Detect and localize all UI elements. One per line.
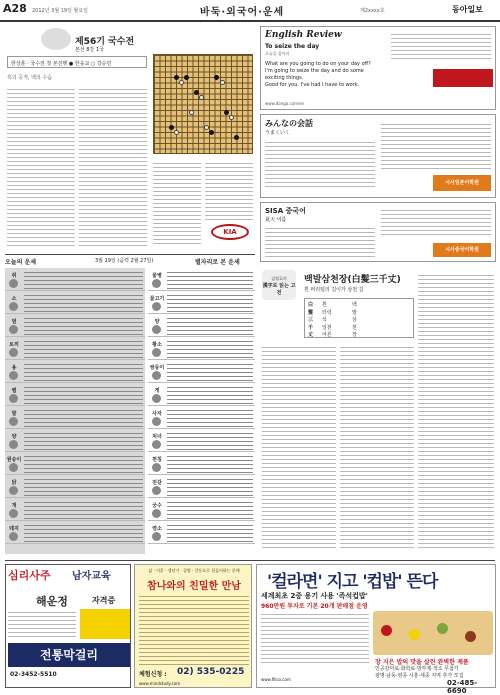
page-number: A28 <box>3 2 27 15</box>
glossary-cell: 白 <box>308 302 314 308</box>
english-footer: www.donga.com/en <box>265 101 305 106</box>
constellation-text <box>167 292 253 312</box>
white-stone <box>229 115 234 120</box>
glossary-row <box>308 331 412 338</box>
constellation-text <box>167 499 253 519</box>
constellation-icon <box>152 509 161 518</box>
white-stone <box>189 110 194 115</box>
chinese-box <box>260 202 496 262</box>
classics-meaning: 흰 머리털의 길이가 삼천 길 <box>304 287 364 293</box>
zodiac-animal-row <box>5 475 145 498</box>
black-stone <box>214 75 219 80</box>
white-stone <box>179 80 184 85</box>
glossary-cell: 석 <box>322 317 327 323</box>
glossary-cell: 三 <box>308 317 314 323</box>
zodiac-animal-text <box>24 361 143 381</box>
glossary-cell: 백 <box>352 302 357 308</box>
constellation-row <box>148 498 255 521</box>
zodiac-animal-row <box>5 268 145 291</box>
classics-idiom: 백발삼천장(白髮三千丈) <box>304 275 401 285</box>
white-stone <box>204 125 209 130</box>
zodiac-animal-row <box>5 314 145 337</box>
baduk-logo <box>41 28 71 50</box>
middle-ad-intro: 삶 · 이혼 · 갱년기 · 질병 · 갈등으로 힘들어하는 분께 <box>148 568 240 573</box>
section-title: 바둑·외국어·운세 <box>200 7 285 18</box>
constellation-icon <box>152 417 161 426</box>
constellation-row <box>148 337 255 360</box>
glossary-cell: 삼 <box>352 317 357 323</box>
page-header <box>0 0 500 22</box>
middle-ad-footer: www.mindstudy.com <box>139 681 181 686</box>
baduk-commentary-col2 <box>79 86 147 246</box>
constellation-label: 염소 <box>152 526 162 532</box>
constellation-icon <box>152 279 161 288</box>
zodiac-animal-label: 닭 <box>11 480 17 486</box>
zodiac-animal-label: 양 <box>11 434 17 440</box>
glossary-row <box>308 316 412 323</box>
chinese-notes <box>381 207 491 237</box>
constellation-icon <box>152 532 161 541</box>
japanese-title: みんなの会話 <box>265 119 313 128</box>
zodiac-animal-text <box>24 338 143 358</box>
left-ad-tag: 자격증 <box>92 596 116 605</box>
left-ad-line1: 심리사주 <box>8 569 51 582</box>
english-sponsor-ad <box>433 69 493 87</box>
horoscope-right-title: 별자리로 본 운세 <box>195 259 240 266</box>
food-cup-icon <box>381 625 392 636</box>
constellation-text <box>167 407 253 427</box>
zodiac-animal-icon <box>9 394 18 403</box>
middle-ad-phone: 02) 535-0225 <box>177 667 245 677</box>
chinese-subtitle: 夏天 여름 <box>265 217 287 223</box>
constellation-icon <box>152 486 161 495</box>
zodiac-animal-icon <box>9 463 18 472</box>
zodiac-animal-row <box>5 337 145 360</box>
english-title: English Review <box>265 30 342 40</box>
constellation-label: 양 <box>154 319 160 325</box>
constellation-text <box>167 315 253 335</box>
zodiac-animal-text <box>24 269 143 289</box>
black-stone <box>169 125 174 130</box>
zodiac-animal-text <box>24 407 143 427</box>
right-ad-subhead: 세계최초 2중 용기 사용 '즉석컵밥' <box>261 592 368 600</box>
baduk-section <box>5 26 255 252</box>
right-ad-phone: 02-485-6690 <box>447 679 478 695</box>
white-stone <box>220 80 225 85</box>
right-ad-headline: '컬라면' 지고 '컵밥' 뜬다 <box>267 572 438 592</box>
zodiac-animal-text <box>24 453 143 473</box>
constellation-row <box>148 521 255 544</box>
glossary-row <box>308 309 412 316</box>
zodiac-animal-icon <box>9 509 18 518</box>
left-ad-line2: 남자교육 <box>72 571 111 582</box>
glossary-cell: 丈 <box>308 332 314 338</box>
right-ad-subhead2: 960만원 투자로 기본 20개 판매점 운영 <box>261 603 368 610</box>
constellation-row <box>148 406 255 429</box>
japanese-dialogue <box>265 139 375 189</box>
constellation-row <box>148 475 255 498</box>
classics-text-col1 <box>262 344 336 548</box>
middle-ad-label: 체험신청 : <box>139 671 167 678</box>
white-stone <box>174 130 179 135</box>
constellation-row <box>148 429 255 452</box>
white-stone <box>199 95 204 100</box>
classics-glossary <box>304 298 414 338</box>
english-phrase-ko: 오늘을 잡아라 <box>265 51 290 56</box>
constellation-text <box>167 361 253 381</box>
kia-logo: KIA <box>211 224 249 240</box>
baduk-commentary-col1 <box>7 86 75 246</box>
zodiac-animal-label: 개 <box>11 503 17 509</box>
zodiac-animal-icon <box>9 279 18 288</box>
baduk-board <box>153 54 253 154</box>
zodiac-animal-text <box>24 499 143 519</box>
zodiac-animal-label: 말 <box>11 411 17 417</box>
constellation-column <box>148 268 255 554</box>
right-ad-food-image <box>373 611 493 655</box>
classics-text-col3 <box>418 272 494 548</box>
classics-logo <box>262 270 296 300</box>
chinese-title: SISA 중국어 <box>265 207 306 215</box>
baduk-caption: 흑의 공격, 백의 수습 <box>7 75 52 81</box>
chinese-sponsor: 시사중국어학원 <box>433 243 491 257</box>
glossary-cell: 일천 <box>322 324 332 331</box>
horoscope-date: 3월 19일 (음력 2월 27일) <box>95 258 154 264</box>
zodiac-animal-text <box>24 522 143 542</box>
japanese-notes <box>381 121 491 169</box>
zodiac-animal-icon <box>9 440 18 449</box>
constellation-label: 황소 <box>152 342 162 348</box>
zodiac-animal-text <box>24 430 143 450</box>
zodiac-animal-text <box>24 384 143 404</box>
constellation-row <box>148 268 255 291</box>
left-ad-bottom-title: 전통막걸리 <box>8 643 130 667</box>
constellation-label: 물병 <box>152 273 162 279</box>
baduk-commentary-col4 <box>205 160 253 220</box>
english-notes <box>391 31 491 61</box>
zodiac-animal-icon <box>9 371 18 380</box>
left-ad-name: 해운정 <box>36 595 68 608</box>
glossary-cell: 장 <box>352 332 357 338</box>
glossary-row <box>308 324 412 331</box>
food-cup-icon <box>409 629 420 640</box>
right-ad-caption2: 인공감미료·화학료·방부제·색소 무첨가 <box>375 666 459 672</box>
glossary-cell: 髮 <box>308 309 314 316</box>
chinese-dialogue <box>265 225 375 257</box>
zodiac-animal-icon <box>9 325 18 334</box>
middle-ad-body <box>139 593 249 665</box>
zodiac-animal-label: 원숭이 <box>6 457 22 463</box>
zodiac-animal-label: 뱀 <box>11 388 17 394</box>
constellation-icon <box>152 463 161 472</box>
horoscope-title: 오늘의 운세 <box>5 259 37 266</box>
english-dialogue <box>265 61 385 89</box>
constellation-icon <box>152 302 161 311</box>
english-review-box <box>260 26 496 110</box>
constellation-text <box>167 522 253 542</box>
zodiac-animal-row <box>5 383 145 406</box>
middle-ad-headline: 참나와의 친밀한 만남 <box>147 581 241 592</box>
constellation-icon <box>152 371 161 380</box>
classics-title: 漢字로 읽는 고전 <box>262 283 296 296</box>
zodiac-animal-row <box>5 429 145 452</box>
zodiac-animal-row <box>5 291 145 314</box>
classics-section <box>260 266 496 556</box>
zodiac-animal-label: 토끼 <box>9 342 19 348</box>
left-ad-text <box>8 609 76 639</box>
zodiac-animal-label: 돼지 <box>9 526 19 532</box>
masthead-date: 2012년 3월 19일 월요일 <box>32 8 89 14</box>
zodiac-animal-text <box>24 292 143 312</box>
zodiac-animal-text <box>24 315 143 335</box>
zodiac-animal-icon <box>9 302 18 311</box>
left-ad[interactable] <box>5 564 131 688</box>
zodiac-animal-icon <box>9 486 18 495</box>
newspaper-name: 동아일보 <box>452 4 483 14</box>
zodiac-animal-row <box>5 360 145 383</box>
zodiac-animal-icon <box>9 532 18 541</box>
black-stone <box>184 75 189 80</box>
constellation-text <box>167 269 253 289</box>
glossary-cell: 터럭 <box>322 309 332 316</box>
constellation-row <box>148 360 255 383</box>
black-stone <box>234 135 239 140</box>
glossary-cell: 발 <box>352 309 357 316</box>
constellation-text <box>167 476 253 496</box>
constellation-label: 사자 <box>152 411 162 417</box>
zodiac-animal-row <box>5 406 145 429</box>
left-ad-badge <box>80 609 130 639</box>
black-stone <box>224 110 229 115</box>
constellation-icon <box>152 394 161 403</box>
food-cup-icon <box>437 623 448 634</box>
zodiac-animal-label: 범 <box>11 319 17 325</box>
black-stone <box>174 75 179 80</box>
ad-divider <box>5 560 495 561</box>
zodiac-animal-column <box>5 268 145 554</box>
zodiac-animal-label: 소 <box>11 296 17 302</box>
glossary-cell: 흰 <box>322 302 327 308</box>
glossary-cell: 천 <box>352 324 357 331</box>
constellation-icon <box>152 348 161 357</box>
baduk-commentary-col3 <box>153 160 201 246</box>
zodiac-animal-icon <box>9 348 18 357</box>
constellation-label: 천칭 <box>152 457 162 463</box>
constellation-text <box>167 384 253 404</box>
constellation-row <box>148 314 255 337</box>
japanese-sponsor: 시사일본어학원 <box>433 175 491 191</box>
right-ad-caption3: 광명·남동·영종·시흥·세종 지역 추가 모집 <box>375 673 464 679</box>
right-ad-web: www.fillco.com <box>261 677 291 682</box>
constellation-row <box>148 383 255 406</box>
zodiac-animal-icon <box>9 417 18 426</box>
constellation-row <box>148 291 255 314</box>
constellation-row <box>148 452 255 475</box>
constellation-label: 쌍둥이 <box>149 365 165 371</box>
middle-ad[interactable] <box>134 564 252 688</box>
japanese-box <box>260 114 496 198</box>
right-ad-caption: 장 지은 밥의 맛을 살린 완벽한 제품 <box>375 659 469 666</box>
constellation-label: 전갈 <box>152 480 162 486</box>
english-phrase: To seize the day <box>265 43 320 50</box>
japanese-subtitle: うまくいく <box>265 130 291 136</box>
zodiac-animal-row <box>5 498 145 521</box>
issue-number: 제2xxxx호 <box>360 8 385 14</box>
baduk-title: 제56기 국수전 <box>75 37 135 47</box>
zodiac-animal-text <box>24 476 143 496</box>
zodiac-animal-row <box>5 452 145 475</box>
zodiac-animal-label: 쥐 <box>11 273 17 279</box>
left-ad-phone: 02-3452-5510 <box>10 671 57 678</box>
constellation-text <box>167 453 253 473</box>
black-stone <box>209 130 214 135</box>
glossary-row <box>308 301 412 308</box>
classics-series: 김영호의 <box>271 276 287 281</box>
constellation-label: 처녀 <box>152 434 162 440</box>
baduk-subtitle: 본선 8강 1국 <box>75 47 104 53</box>
zodiac-animal-label: 용 <box>11 365 17 371</box>
constellation-label: 물고기 <box>149 296 165 302</box>
black-stone <box>194 90 199 95</box>
constellation-icon <box>152 325 161 334</box>
right-ad-body <box>261 611 369 663</box>
right-ad[interactable] <box>256 564 496 695</box>
zodiac-animal-row <box>5 521 145 544</box>
constellation-label: 궁수 <box>152 503 162 509</box>
constellation-label: 게 <box>154 388 160 394</box>
horoscope-header <box>5 254 255 266</box>
glossary-cell: 어른 <box>322 332 332 338</box>
constellation-text <box>167 338 253 358</box>
food-cup-icon <box>465 631 476 642</box>
baduk-players: 한상훈 · 국수전 첫 본선행 ● 한웅교 ○ 강승민 <box>7 56 147 68</box>
glossary-cell: 千 <box>308 324 314 331</box>
english-line: I'm going to seize the day and do some exciting things. <box>265 68 364 81</box>
constellation-icon <box>152 440 161 449</box>
classics-text-col2 <box>340 344 414 548</box>
english-line: What are you going to do on your day off? <box>265 61 371 67</box>
constellation-text <box>167 430 253 450</box>
english-line: Good for you. I've had I have to work. <box>265 82 360 88</box>
